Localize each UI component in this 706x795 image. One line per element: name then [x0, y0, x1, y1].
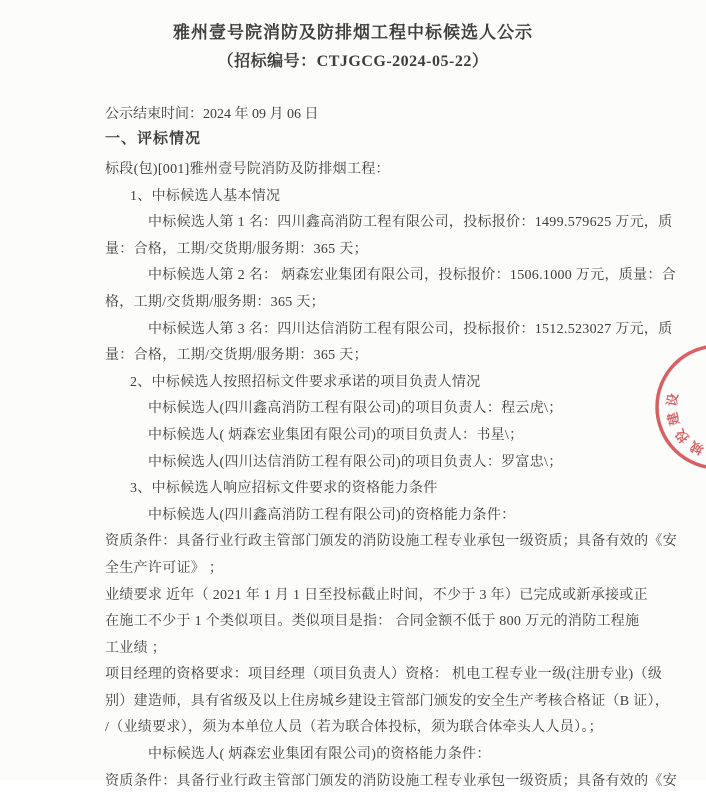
text-line: 工业绩 ； [105, 640, 166, 656]
text-line: 项目经理的资格要求：项目经理（项目负责人）资格： 机电工程专业一级(注册专业)（级 [105, 667, 663, 683]
tender-number: （招标编号：CTJGCG-2024-05-22） [217, 53, 489, 70]
text-line: 中标候选人第 2 名： 炳森宏业集团有限公司，投标报价：1506.1000 万元，质量：合 [148, 268, 676, 284]
text-line: 在施工不少于 1 个类似项目。类似项目是指： 合同金额不低于 800 万元的消防工程施 [105, 614, 640, 630]
document-body [105, 157, 677, 795]
seal-character: 建 [664, 410, 683, 428]
publicity-end-time: 公示结束时间：2024 年 09 月 06 日 [105, 107, 319, 122]
text-line: 2、中标候选人按照招标文件要求承诺的项目负责人情况 [130, 374, 481, 390]
text-line: 资质条件：具备行业行政主管部门颁发的消防设施工程专业承包一级资质；具备有效的《安 [105, 773, 677, 789]
text-line: 中标候选人( 炳森宏业集团有限公司)的项目负责人：书星\； [148, 427, 524, 443]
text-line: 全生产许可证》 ； [105, 560, 224, 576]
text-line: 资质条件：具备行业行政主管部门颁发的消防设施工程专业承包一级资质；具备有效的《安 [105, 534, 677, 550]
text-line: 中标候选人(四川达信消防工程有限公司)的项目负责人：罗富忠\； [148, 454, 563, 470]
text-line: 中标候选人(四川鑫高消防工程有限公司)的项目负责人：程云虎\； [148, 401, 563, 417]
text-line: 中标候选人(四川鑫高消防工程有限公司)的资格能力条件： [148, 507, 516, 523]
text-line: 量：合格，工期/交货期/服务期：365 天； [105, 241, 368, 257]
text-line: 1、中标候选人基本情况 [130, 188, 281, 204]
text-line: 标段(包)[001]雅州壹号院消防及防排烟工程： [105, 162, 390, 177]
text-line: 量：合格，工期/交货期/服务期：365 天； [105, 348, 368, 364]
official-seal-stamp [646, 340, 706, 480]
text-line: /（业绩要求），须为本单位人员（若为联合体投标，须为联合体牵头人人员）。； [105, 720, 603, 736]
text-line: 格，工期/交货期/服务期：365 天； [105, 294, 325, 310]
seal-character: 城 [687, 438, 706, 458]
text-line: 中标候选人第 1 名：四川鑫高消防工程有限公司，投标报价：1499.579625 万元，质 [148, 215, 673, 231]
seal-character: 投 [672, 426, 693, 446]
seal-circle-icon [646, 340, 706, 480]
text-line: 中标候选人第 3 名：四川达信消防工程有限公司，投标报价：1512.523027 万元，质 [148, 321, 673, 337]
text-line: 中标候选人( 炳森宏业集团有限公司)的资格能力条件： [148, 747, 491, 763]
seal-character: 设 [664, 392, 681, 408]
section-heading-evaluation: 一、评标情况 [105, 131, 202, 147]
document-title: 雅州壹号院消防及防排烟工程中标候选人公示 [173, 23, 533, 42]
text-line: 业绩要求 近年（ 2021 年 1 月 1 日至投标截止时间，不少于 3 年）已完成或新承接或正 [105, 587, 648, 603]
text-line: 别）建造师，具有省级及以上住房城乡建设主管部门颁发的安全生产考核合格证（B 证）， [105, 693, 670, 709]
text-line: 3、中标候选人响应招标文件要求的资格能力条件 [130, 481, 438, 497]
